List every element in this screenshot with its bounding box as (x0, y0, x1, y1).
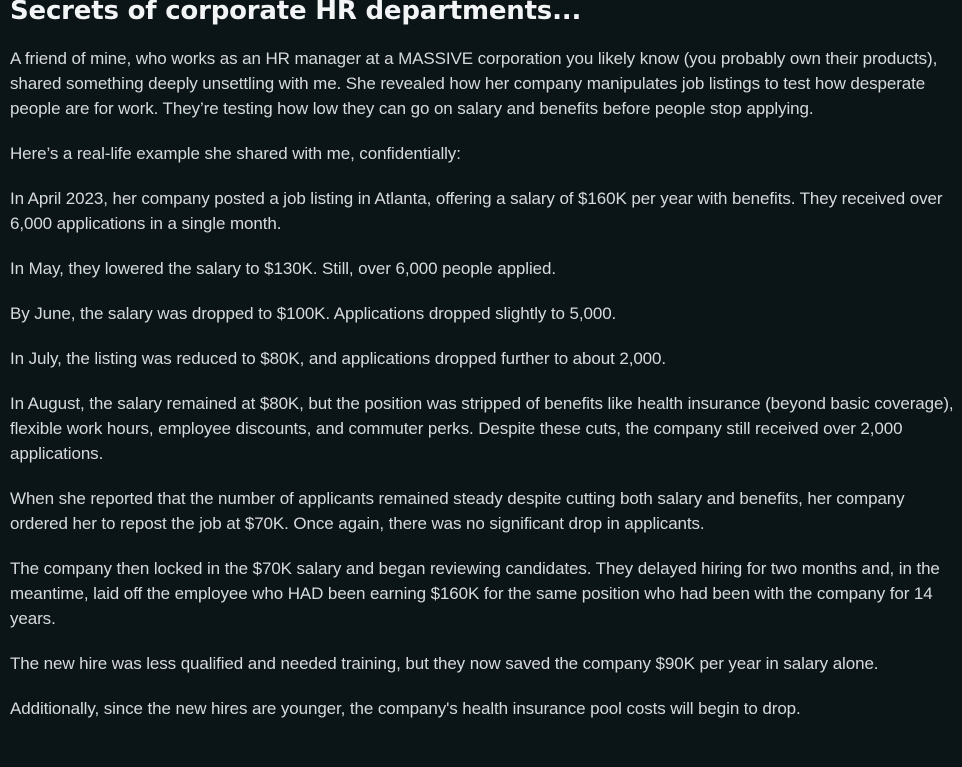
paragraph: Additionally, since the new hires are younger, the company's health insurance pool costs will begin to drop. (10, 699, 801, 718)
paragraph: The company then locked in the $70K salary and began reviewing candidates. They delayed hiring for two months and, in the meantime, laid off the employee who HAD been earning $160K for the same position who had been with the company for 14 years. (10, 559, 940, 628)
paragraph: In May, they lowered the salary to $130K. Still, over 6,000 people applied. (10, 259, 556, 278)
paragraph: By June, the salary was dropped to $100K. Applications dropped slightly to 5,000. (10, 304, 617, 323)
paragraph: The new hire was less qualified and needed training, but they now saved the company $90K per year in salary alone. (10, 654, 879, 673)
paragraph: Here’s a real-life example she shared with me, confidentially: (10, 144, 461, 163)
post-body (10, 46, 956, 721)
paragraph: In July, the listing was reduced to $80K, and applications dropped further to about 2,000. (10, 349, 667, 368)
paragraph: A friend of mine, who works as an HR manager at a MASSIVE corporation you likely know (you probably own their products), shared something deeply unsettling with me. She revealed how her company manipulates job listings to test how desperate people are for work. They’re testing how low they can go on salary and benefits before people stop applying. (10, 49, 938, 118)
paragraph: In April 2023, her company posted a job listing in Atlanta, offering a salary of $160K per year with benefits. They received over 6,000 applications in a single month. (10, 189, 943, 233)
paragraph: When she reported that the number of applicants remained steady despite cutting both salary and benefits, her company ordered her to repost the job at $70K. Once again, there was no significant drop in applicants. (10, 489, 905, 533)
post-title: Secrets of corporate HR departments... (10, 0, 582, 26)
paragraph: In August, the salary remained at $80K, but the position was stripped of benefits like health insurance (beyond basic coverage), flexible work hours, employee discounts, and commuter perks. Despite these cuts, the company still received over 2,000 applications. (10, 394, 954, 463)
